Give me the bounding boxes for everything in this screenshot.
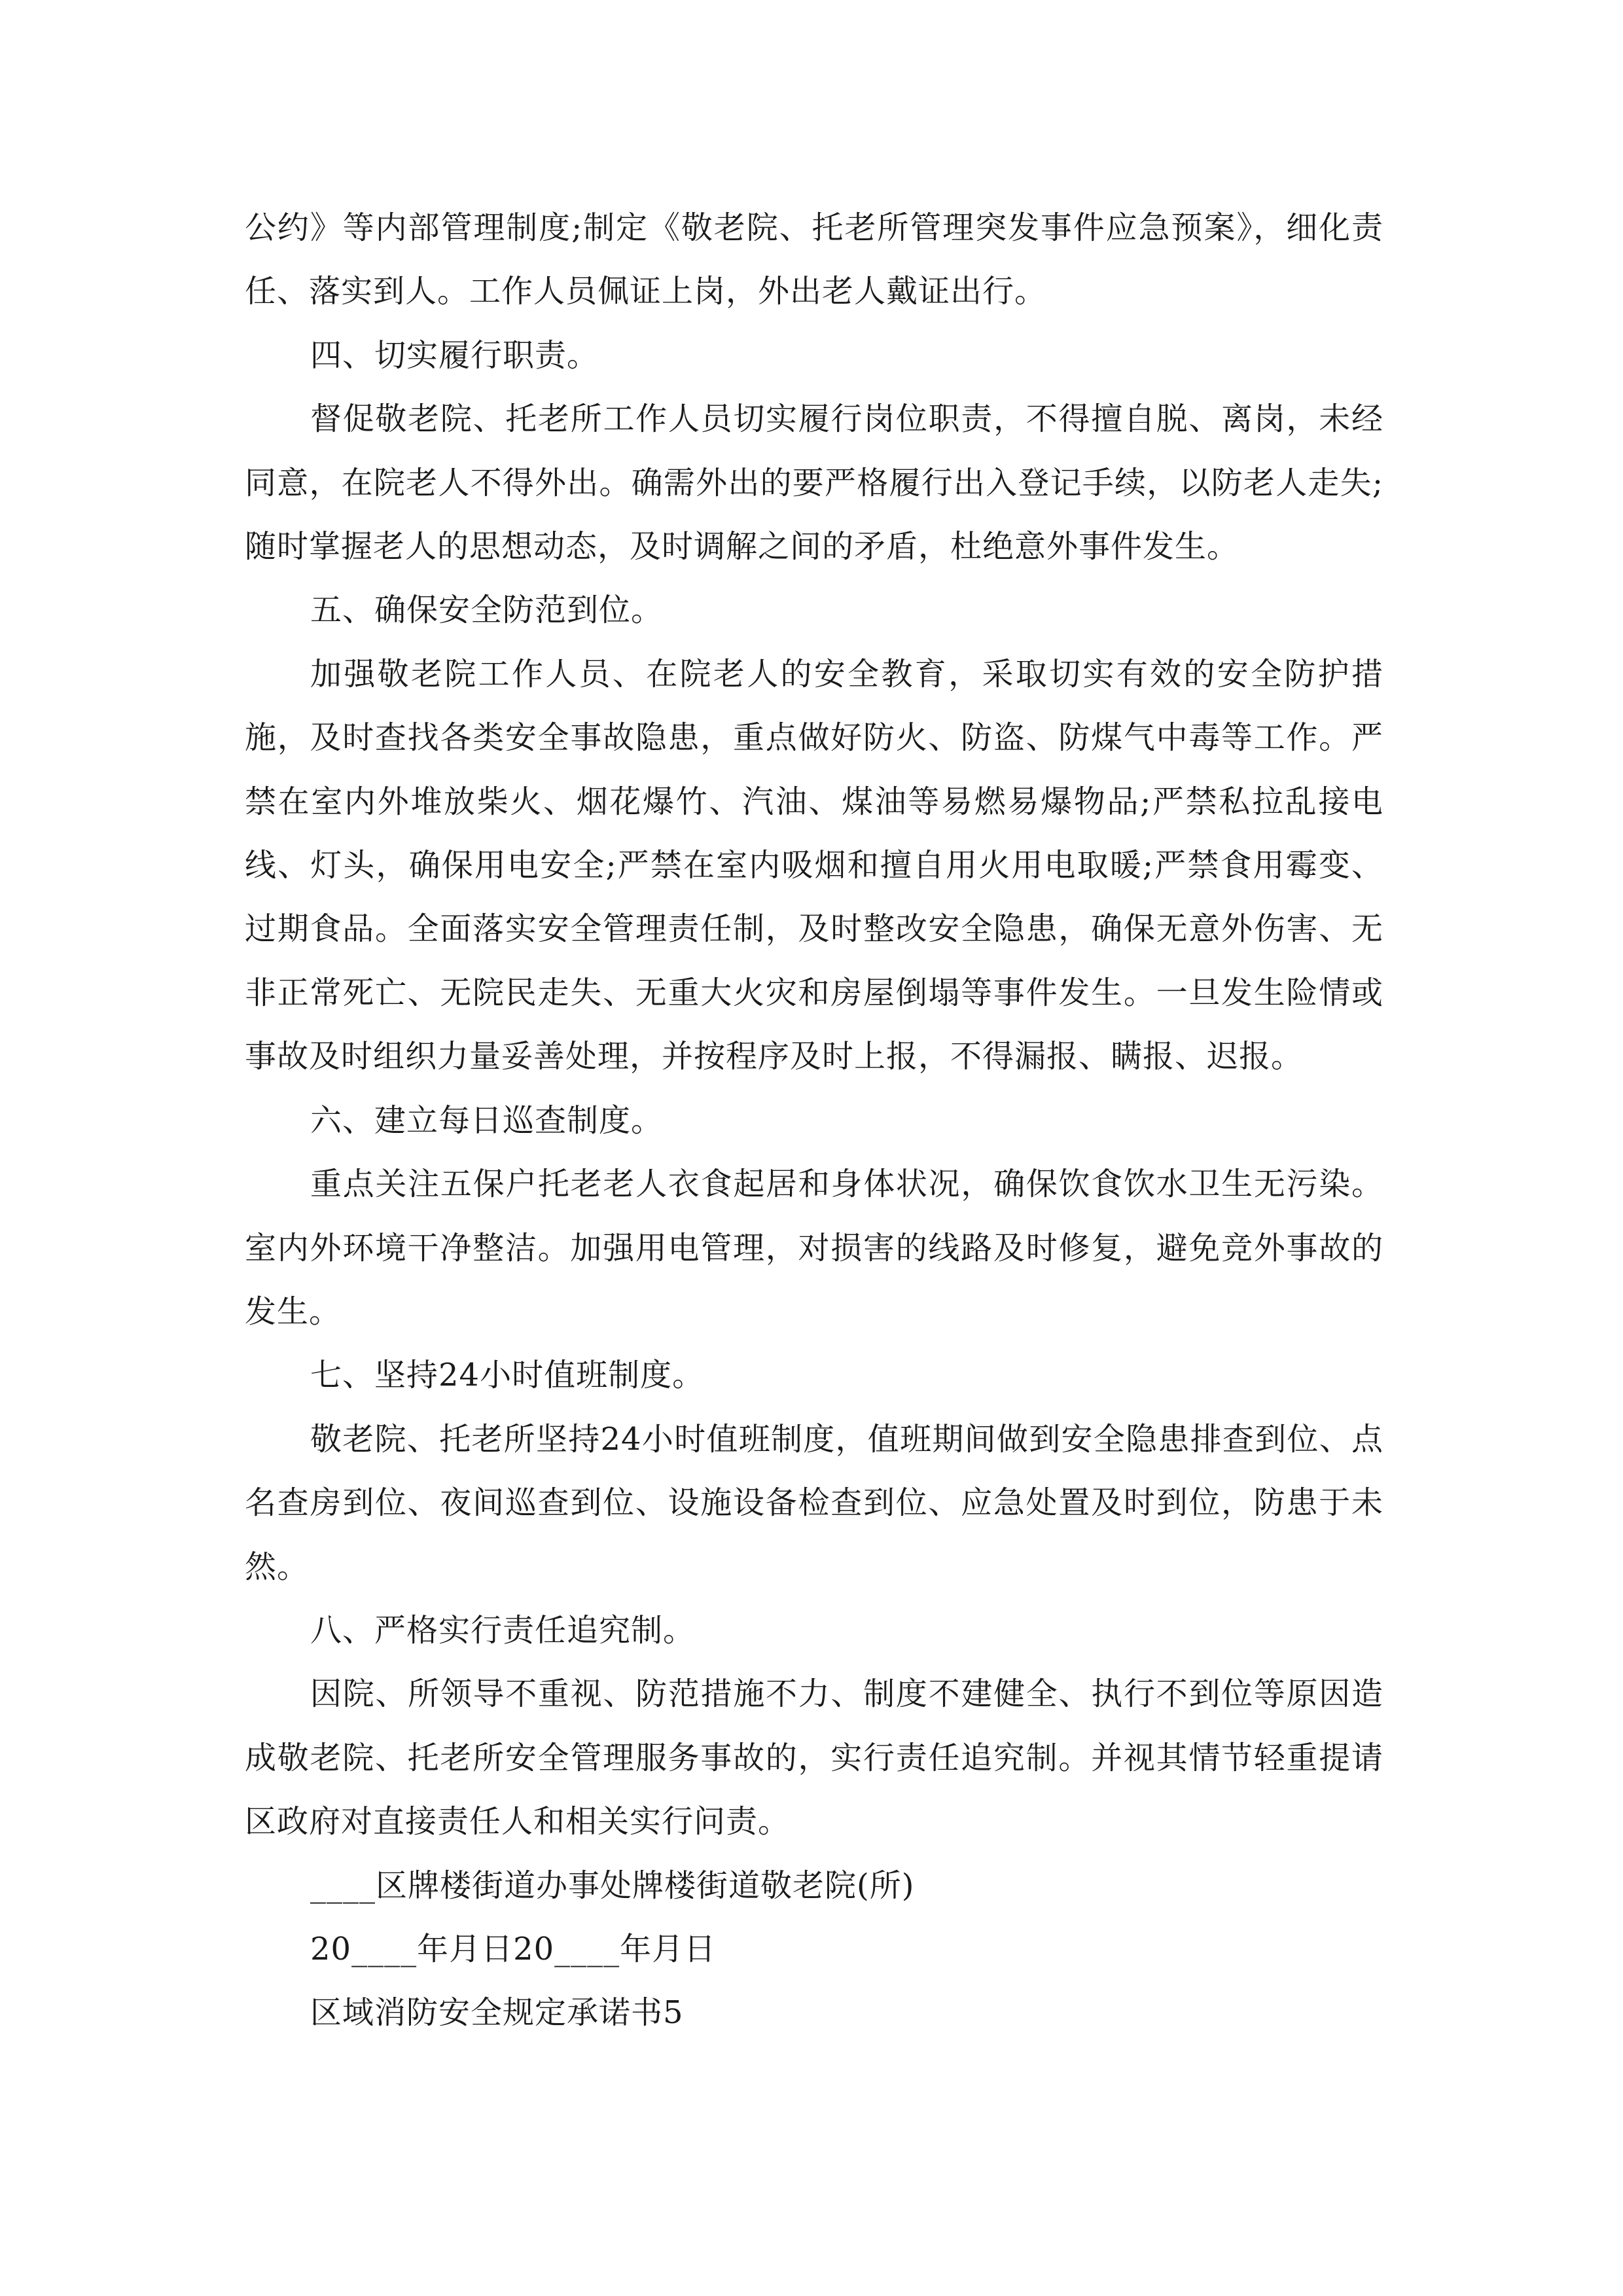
section-body-6: 重点关注五保户托老老人衣食起居和身体状况，确保饮食饮水卫生无污染。室内外环境干净整洁。加强用电管理，对损害的线路及时修复，避免竞外事故的发生。 — [245, 1166, 1383, 1330]
document-body — [245, 196, 1383, 2045]
paragraph-continuation: 公约》等内部管理制度;制定《敬老院、托老所管理突发事件应急预案》，细化责任、落实到人。工作人员佩证上岗，外出老人戴证出行。 — [245, 209, 1383, 310]
section-heading-8: 八、严格实行责任追究制。 — [310, 1611, 696, 1649]
section-heading-5: 五、确保安全防范到位。 — [310, 592, 664, 629]
section-body-5: 加强敬老院工作人员、在院老人的安全教育，采取切实有效的安全防护措施，及时查找各类安全事故隐患，重点做好防火、防盗、防煤气中毒等工作。严禁在室内外堆放柴火、烟花爆竹、汽油、煤油等易燃易爆物品;严禁私拉乱接电线、灯头，确保用电安全;严禁在室内吸烟和擅自用火用电取暖;严禁食用霉变、过期食品。全面落实安全管理责任制，及时整改安全隐患，确保无意外伤害、无非正常死亡、无院民走失、无重大火灾和房屋倒塌等事件发生。一旦发生险情或事故及时组织力量妥善处理，并按程序及时上报，不得漏报、瞒报、迟报。 — [245, 655, 1383, 1075]
signature-line: ____区牌楼街道办事处牌楼街道敬老院(所) — [310, 1867, 915, 1904]
section-heading-4: 四、切实履行职责。 — [310, 336, 599, 374]
section-body-4: 督促敬老院、托老所工作人员切实履行岗位职责，不得擅自脱、离岗，未经同意，在院老人不得外出。确需外出的要严格履行出入登记手续，以防老人走失;随时掌握老人的思想动态，及时调解之间的矛盾，杜绝意外事件发生。 — [245, 401, 1383, 565]
section-body-7: 敬老院、托老所坚持24小时值班制度，值班期间做到安全隐患排查到位、点名查房到位、夜间巡查到位、设施设备检查到位、应急处置及时到位，防患于未然。 — [245, 1420, 1383, 1585]
section-body-8: 因院、所领导不重视、防范措施不力、制度不建健全、执行不到位等原因造成敬老院、托老所安全管理服务事故的，实行责任追究制。并视其情节轻重提请区政府对直接责任人和相关实行问责。 — [245, 1676, 1383, 1840]
next-document-title: 区域消防安全规定承诺书5 — [310, 1994, 684, 2032]
section-heading-7: 七、坚持24小时值班制度。 — [310, 1357, 705, 1394]
section-heading-6: 六、建立每日巡查制度。 — [310, 1102, 664, 1139]
date-line: 20____年月日20____年月日 — [310, 1930, 717, 1967]
